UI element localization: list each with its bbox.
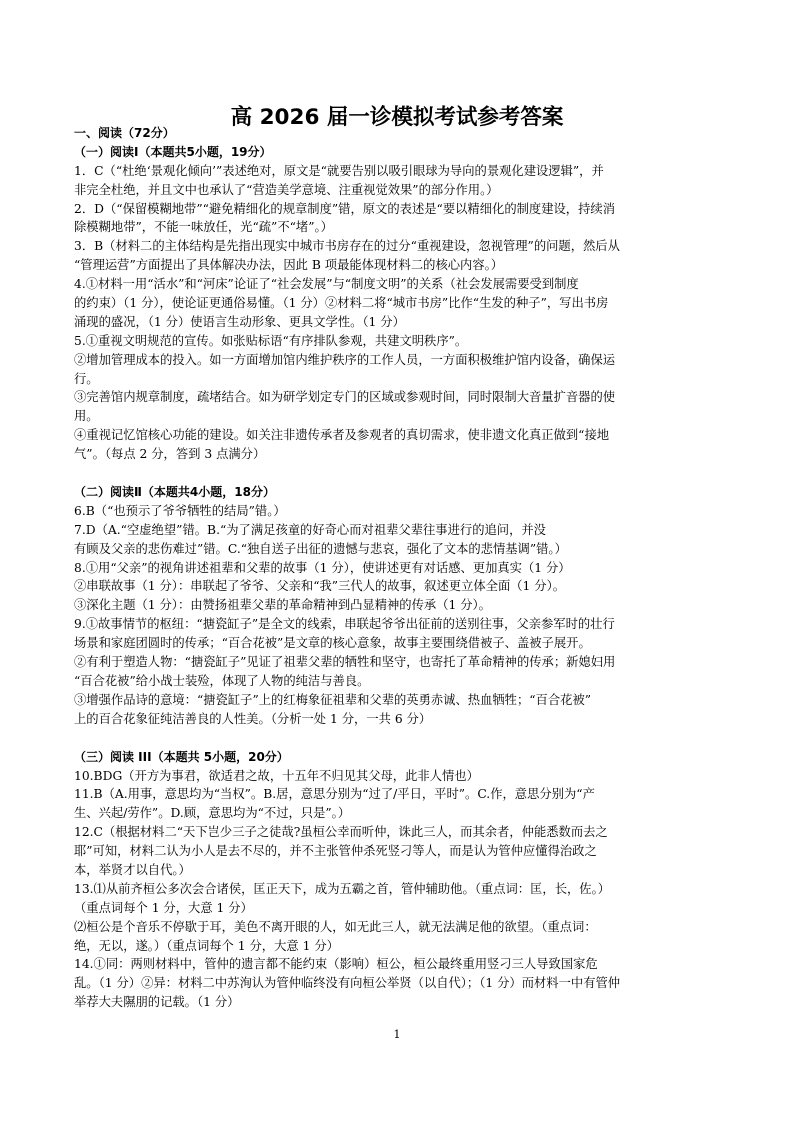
answer-line: 本，举贤才以自代。） <box>74 862 191 877</box>
answer-line: ②串联故事（1 分）：串联起了爷爷、父亲和“我”三代人的故事，叙述更立体全面（1 分）。 <box>74 579 566 594</box>
answer-line: 上的百合花象征纯洁善良的人性美。（分析一处 1 分，一共 6 分） <box>74 711 432 726</box>
answer-line: 举荐大夫隰朋的记载。（1 分） <box>74 995 240 1010</box>
answer-line: 乱。（1 分）②异：材料二中苏洵认为管仲临终没有向桓公举贤（以自代）；（1 分）而材料一中有管仲 <box>74 976 621 991</box>
answer-line: ⑵桓公是个音乐不停歇于耳，美色不离开眼的人，如无此三人，就无法满足他的欲望。（重点词： <box>74 919 597 934</box>
answer-line: 场景和家庭团圆时的传承；“百合花被”是文章的核心意象，故事主要围绕借被子、盖被子展开。 <box>74 636 591 651</box>
answer-line: ②增加管理成本的投入。如一方面增加馆内维护秩序的工作人员，一方面积极维护馆内设备，确保运 <box>74 352 616 367</box>
answer-line: 1．C（“杜绝‘景观化倾向’”表述绝对，原文是“就要告别以吸引眼球为导向的景观化建设逻辑”，并 <box>74 163 604 178</box>
answer-line: （重点词每个 1 分，大意 1 分） <box>74 900 253 915</box>
answer-line: 非完全杜绝，并且文中也承认了“营造美学意境、注重视觉效果”的部分作用。） <box>74 182 499 197</box>
answer-line: 的约束）（1 分），使论证更通俗易懂。（1 分）②材料二将“城市书房”比作“生发的种子”，写出书房 <box>74 296 609 311</box>
answer-line: ③完善馆内规章制度，疏堵结合。如为研学划定专门的区域或参观时间，同时限制大音量扩音器的使 <box>74 390 616 405</box>
answer-line: 行。 <box>74 371 99 386</box>
answer-line: 9.①故事情节的枢纽：“搪瓷缸子”是全文的线索，串联起爷爷出征前的送别往事，父亲参军时的壮行 <box>74 617 615 632</box>
section-spacer <box>74 729 722 748</box>
section-heading: （二）阅读Ⅱ（本题共4小题，18分） <box>74 485 275 500</box>
answer-line: 13.⑴从前齐桓公多次会合诸侯，匡正天下，成为五霸之首，管仲辅助他。（重点词：匡，长，佐。） <box>74 881 611 896</box>
section-heading: 一、阅读（72分） <box>74 126 175 140</box>
answer-line: 8.①用“父亲”的视角讲述祖辈和父辈的故事（1 分），使讲述更有对话感、更加真实（1 分） <box>74 560 571 575</box>
section-spacer <box>74 464 722 483</box>
answer-content <box>74 124 722 1012</box>
answer-line: “百合花被”给小战士装殓，体现了人物的纯洁与善良。 <box>74 673 370 688</box>
answer-line: 4.①材料一用“活水”和“河床”论证了“社会发展”与“制度文明”的关系（社会发展需要受到制度 <box>74 277 579 292</box>
section-heading: （一）阅读Ⅰ（本题共5小题，19分） <box>74 144 272 159</box>
answer-line: 7.D（A.“空虚绝望”错。B.“为了满足孩童的好奇心而对祖辈父辈往事进行的追问，并没 <box>74 522 546 537</box>
answer-line: 有顾及父亲的悲伤难过”错。C.“独自送子出征的遗憾与悲哀，强化了文本的悲情基调”错。） <box>74 541 567 556</box>
answer-line: 14.①同：两则材料中，管仲的遗言都不能约束（影响）桓公，桓公最终重用竖刁三人导致国家危 <box>74 957 598 972</box>
answer-line: 气”。（每点 2 分，答到 3 点满分） <box>74 447 266 462</box>
answer-line: 11.B（A.用事，意思均为“当权”。B.居，意思分别为“过了/平日，平时”。C.作，意思分别为“产 <box>74 787 595 802</box>
answer-line: ②有利于塑造人物：“搪瓷缸子”见证了祖辈父辈的牺牲和坚守，也寄托了革命精神的传承；新媳妇用 <box>74 655 616 670</box>
answer-line: 绝，无以，遂。）（重点词每个 1 分，大意 1 分） <box>74 938 339 953</box>
answer-line: “管理运营”方面提出了具体解决办法，因此 B 项最能体现材料二的核心内容。） <box>74 258 504 273</box>
page-number: 1 <box>393 1028 401 1041</box>
answer-line: 2．D（“保留模糊地带”“避免精细化的规章制度”错，原文的表述是“要以精细化的制度建设，持续消 <box>74 201 615 216</box>
answer-line: 10.BDG（开方为事君，欲适君之故，十五年不归见其父母，此非人情也） <box>74 768 479 783</box>
answer-line: 耶”可知，材料二认为小人是去不尽的，并不主张管仲杀死竖刁等人，而是认为管仲应懂得治政之 <box>74 844 597 859</box>
answer-line: 用。 <box>74 409 99 424</box>
answer-line: ④重视记忆馆核心功能的建设。如关注非遗传承者及参观者的真切需求，使非遗文化真正做到“接地 <box>74 428 610 443</box>
section-heading: （三）阅读 III（本题共 5小题，20分） <box>74 749 289 764</box>
answer-line: 6.B（“也预示了爷爷牺牲的结局”错。） <box>74 503 286 518</box>
answer-line: 5.①重视文明规范的宣传。如张贴标语“有序排队参观，共建文明秩序”。 <box>74 333 468 348</box>
document-title: 高 2026 届一诊模拟考试参考答案 <box>230 105 564 130</box>
answer-line: ③深化主题（1 分）：由赞扬祖辈父辈的革命精神到凸显精神的传承（1 分）。 <box>74 598 491 613</box>
answer-line: 生、兴起/劳作”。D.顾，意思均为“不过，只是”。） <box>74 806 351 821</box>
answer-line: ③增强作品诗的意境：“搪瓷缸子”上的红梅象征祖辈和父辈的英勇赤诚、热血牺牲；“百合花被” <box>74 692 592 707</box>
answer-line: 3．B（材料二的主体结构是先指出现实中城市书房存在的过分“重视建设，忽视管理”的问题，然后从 <box>74 239 620 254</box>
answer-line: 涌现的盛况，（1 分）使语言生动形象、更具文学性。（1 分） <box>74 314 405 329</box>
answer-line: 除模糊地带”，不能一味放任，光“疏”不“堵”。） <box>74 220 333 235</box>
answer-line: 12.C（根据材料二“天下岂少三子之徒哉?虽桓公幸而听仲，诛此三人，而其余者，仲能悉数而去之 <box>74 825 608 840</box>
